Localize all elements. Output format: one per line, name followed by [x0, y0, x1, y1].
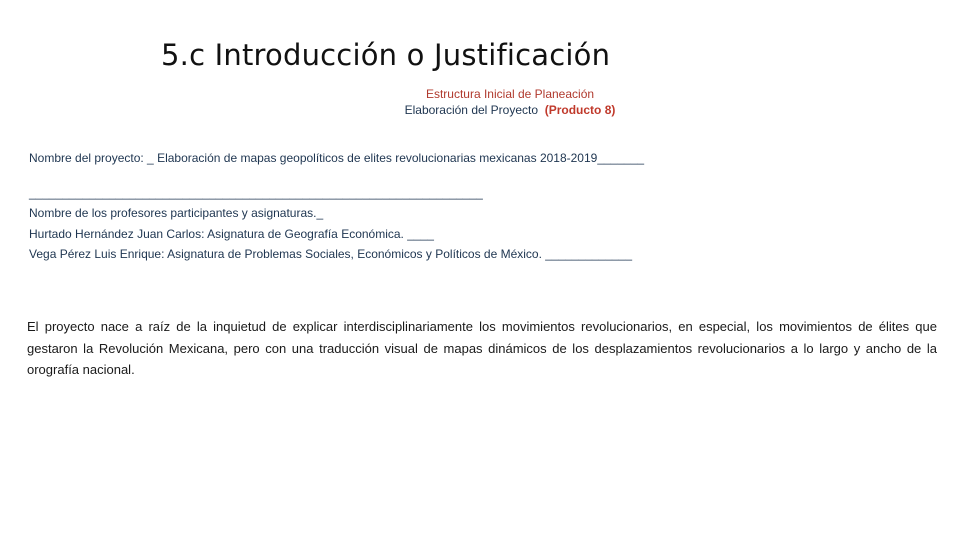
spacer — [29, 169, 644, 183]
slide-title: 5.c Introducción o Justificación — [161, 38, 611, 72]
project-name-line: Nombre del proyecto: _ Elaboración de mapas geopolíticos de elites revolucionarias mexicanas 2018-2019_______ — [29, 151, 645, 165]
subheader — [360, 86, 660, 118]
teacher-1-line: Hurtado Hernández Juan Carlos: Asignatura de Geografía Económica. ____ — [29, 226, 434, 241]
justification-paragraph: El proyecto nace a raíz de la inquietud de explicar interdisciplinariamente los movimientos revolucionarios, en especial, los movimientos de élites que gestaron la Revolución Mexicana, pero con una traducción visual de mapas dinámicos de los desplazamientos revolucionarios a lo largo y ancho de la orografía nacional. — [27, 319, 937, 377]
teachers-heading: Nombre de los profesores participantes y asignaturas._ — [29, 206, 324, 220]
subheader-product-label: (Producto 8) — [544, 103, 616, 117]
teacher-2-line: Vega Pérez Luis Enrique: Asignatura de Problemas Sociales, Económicos y Políticos de México. _____________ — [29, 247, 633, 261]
subheader-line-1: Estructura Inicial de Planeación — [425, 87, 595, 101]
project-info — [29, 148, 644, 265]
subheader-line-2 — [360, 102, 660, 118]
underline-line: ____________________________________________________________________ — [29, 185, 483, 200]
subheader-project-label: Elaboración del Proyecto — [404, 103, 539, 117]
